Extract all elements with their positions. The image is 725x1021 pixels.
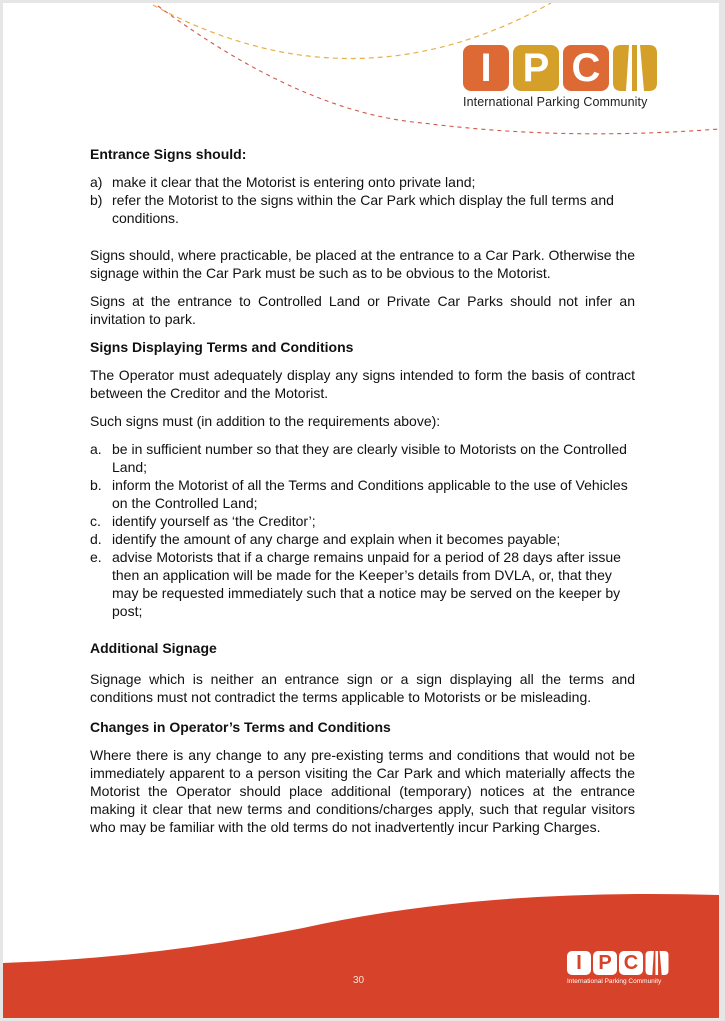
entrance-signs-list: [90, 173, 635, 227]
list-text: inform the Motorist of all the Terms and Conditions applicable to the use of Vehicles on the Controlled Land;: [112, 477, 628, 511]
heading-changes-in-terms: Changes in Operator’s Terms and Conditions: [90, 719, 391, 735]
paragraph: Signs should, where practicable, be placed at the entrance to a Car Park. Otherwise the signage within the Car Park must be such as to be obvious to the Motorist.: [90, 247, 635, 281]
paragraph: Signage which is neither an entrance sign or a sign displaying all the terms and conditions must not contradict the terms applicable to Motorists or be misleading.: [90, 671, 635, 705]
list-marker: c.: [90, 513, 101, 529]
list-marker: a): [90, 174, 103, 190]
footer-logo-letter-c: C: [619, 951, 643, 975]
footer-logo-letter-p: P: [593, 951, 617, 975]
ipc-logo-footer: [567, 951, 677, 985]
terms-requirements-list: [90, 440, 635, 620]
list-marker: e.: [90, 549, 102, 565]
logo-tagline: International Parking Community: [463, 95, 648, 109]
list-marker: b.: [90, 477, 102, 493]
list-marker: d.: [90, 531, 102, 547]
paragraph: Signs at the entrance to Controlled Land or Private Car Parks should not infer an invitation to park.: [90, 293, 635, 327]
logo-letter-p: P: [513, 45, 559, 91]
heading-signs-displaying-terms: Signs Displaying Terms and Conditions: [90, 339, 354, 355]
heading-additional-signage: Additional Signage: [90, 640, 217, 656]
footer-logo-letter-i: I: [567, 951, 591, 975]
ipc-logo-header: [463, 45, 675, 113]
list-item: [90, 173, 635, 191]
list-marker: b): [90, 192, 103, 208]
footer-wave-band: [3, 863, 719, 1018]
list-item: [90, 440, 635, 476]
paragraph: Such signs must (in addition to the requirements above):: [90, 413, 441, 429]
paragraph: The Operator must adequately display any signs intended to form the basis of contract between the Creditor and the Motorist.: [90, 367, 635, 401]
list-text: make it clear that the Motorist is entering onto private land;: [112, 174, 476, 190]
document-page: [3, 3, 719, 1018]
logo-parking-bars-icon: [613, 45, 657, 91]
page-number: 30: [353, 975, 365, 986]
logo-letter-i: I: [463, 45, 509, 91]
list-item: [90, 530, 635, 548]
list-item: [90, 548, 635, 620]
list-item: [90, 191, 635, 227]
heading-entrance-signs: Entrance Signs should:: [90, 146, 247, 162]
list-item: [90, 476, 635, 512]
list-text: identify the amount of any charge and explain when it becomes payable;: [112, 531, 561, 547]
logo-letter-c: C: [563, 45, 609, 91]
list-text: refer the Motorist to the signs within the Car Park which display the full terms and conditions.: [112, 192, 614, 226]
footer-logo-tagline: International Parking Community: [567, 978, 662, 985]
list-text: advise Motorists that if a charge remains unpaid for a period of 28 days after issue then an application will be made for the Keeper’s details from DVLA, or, that they may be requested immediately such that a notice may be served on the keeper by post;: [112, 549, 621, 619]
footer-logo-parking-bars-icon: [645, 951, 669, 975]
list-text: be in sufficient number so that they are clearly visible to Motorists on the Controlled Land;: [112, 441, 627, 475]
list-text: identify yourself as ‘the Creditor’;: [112, 513, 316, 529]
list-marker: a.: [90, 441, 102, 457]
list-item: [90, 512, 635, 530]
document-body: [90, 145, 635, 836]
paragraph: Where there is any change to any pre-existing terms and conditions that would not be immediately apparent to a person visiting the Car Park and which materially affects the Motorist the Operator should place additional (temporary) notices at the entrance making it clear that new terms and conditions/charges apply, such that regular visitors who may be familiar with the old terms do not inadvertently incur Parking Charges.: [90, 747, 635, 835]
